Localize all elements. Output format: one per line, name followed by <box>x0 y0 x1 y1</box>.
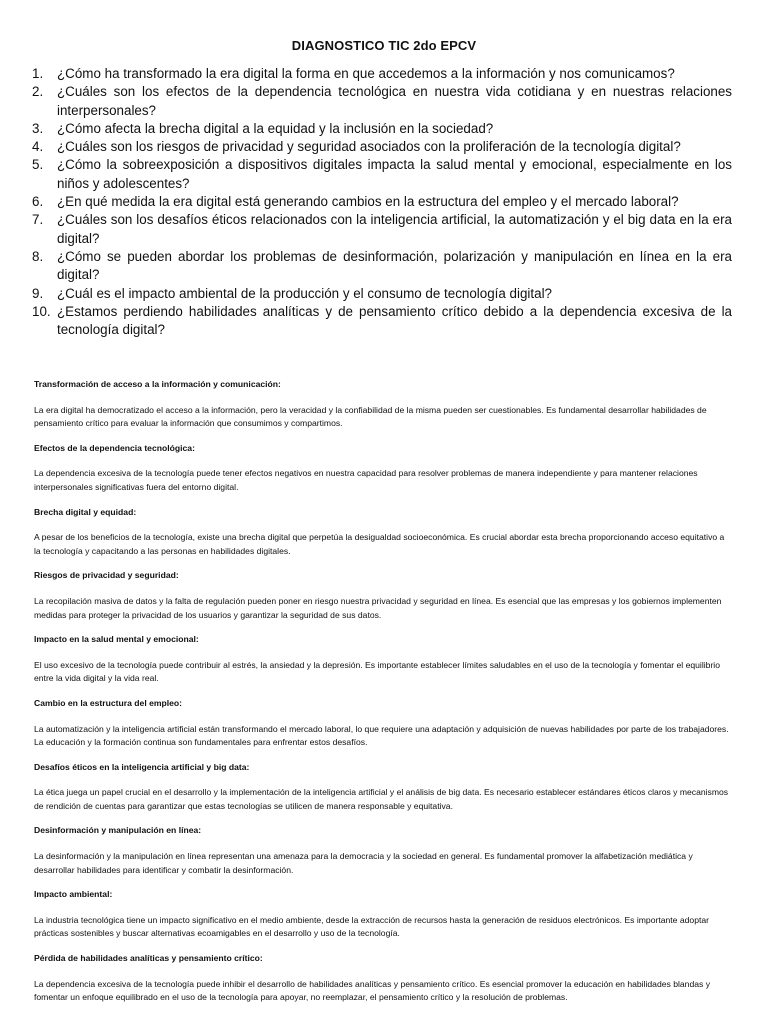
question-text: ¿Cómo la sobreexposición a dispositivos digitales impacta la salud mental y emocional, especialmente en los niños y adolescentes? <box>57 157 732 191</box>
question-text: ¿Cómo ha transformado la era digital la forma en que accedemos a la información y nos comunicamos? <box>57 66 675 81</box>
section-paragraph: La dependencia excesiva de la tecnología puede tener efectos negativos en nuestra capacidad para resolver problemas de manera independiente y para mantener relaciones interpersonales significativas fuera del entorno digital. <box>34 468 698 492</box>
question-text: ¿Estamos perdiendo habilidades analíticas y de pensamiento crítico debido a la dependencia excesiva de la tecnología digital? <box>57 303 732 338</box>
section-paragraph: El uso excesivo de la tecnología puede contribuir al estrés, la ansiedad y la depresión. Es importante establecer límites saludables en el uso de la tecnología y fomentar el equilibrio entre la vida digital y la vida real. <box>34 659 720 684</box>
section-paragraph: La ética juega un papel crucial en el desarrollo y la implementación de la inteligencia artificial y el análisis de big data. Es necesario establecer estándares éticos claros y mecanismos de rendición de cuentas para garantizar que estas tecnologías se utilicen de manera responsable y equitativa. <box>34 787 729 811</box>
question-text: ¿Cuáles son los desafíos éticos relacionados con la inteligencia artificial, la automatización y el big data en la era digital? <box>57 212 732 246</box>
question-item <box>32 120 732 138</box>
section-paragraph: A pesar de los beneficios de la tecnología, existe una brecha digital que perpetúa la desigualdad socioeconómica. Es crucial abordar esta brecha proporcionando acceso equitativo a la tecnología y capacitando a las personas en habilidades digitales. <box>34 532 725 556</box>
question-item <box>32 303 732 340</box>
document-title: DIAGNOSTICO TIC 2do EPCV <box>291 38 477 53</box>
question-number: 8. <box>32 248 44 264</box>
section-paragraph: La automatización y la inteligencia artificial están transformando el mercado laboral, lo que requiere una adaptación y adquisición de nuevas habilidades por parte de los trabajadores. La educación y la formación continua son fundamentales para enfrentar estos desafíos. <box>34 723 729 748</box>
question-number: 4. <box>32 139 44 155</box>
section-paragraph: La recopilación masiva de datos y la falta de regulación pueden poner en riesgo nuestra privacidad y seguridad en línea. Es esencial que las empresas y los gobiernos implementen medidas para proteger la privacidad de los usuarios y garantizar la seguridad de sus datos. <box>34 595 722 620</box>
section-paragraph: La dependencia excesiva de la tecnología puede inhibir el desarrollo de habilidades analíticas y pensamiento crítico. Es esencial promover la educación en habilidades blandas y fomentar un enfoque equilibrado en el uso de la tecnología para apoyar, no reemplazar, el pensamiento crítico y la resolución de problemas. <box>34 978 710 1003</box>
question-text: ¿Cómo se pueden abordar los problemas de desinformación, polarización y manipulación en línea en la era digital? <box>57 248 732 283</box>
section-heading: Transformación de acceso a la información y comunicación: <box>34 379 281 389</box>
question-number: 10. <box>32 303 51 319</box>
answers-section <box>34 378 733 1016</box>
question-item <box>32 211 732 248</box>
section-heading: Desafíos éticos en la inteligencia artificial y big data: <box>34 761 250 772</box>
section-heading: Impacto ambiental: <box>34 889 113 900</box>
question-number: 7. <box>32 212 44 228</box>
question-item <box>32 83 732 120</box>
question-text: ¿Cómo afecta la brecha digital a la equidad y la inclusión en la sociedad? <box>57 120 494 136</box>
section-paragraph: La era digital ha democratizado el acceso a la información, pero la veracidad y la confiabilidad de la misma pueden ser cuestionables. Es fundamental desarrollar habilidades de pensamiento crítico para evaluar la información que consumimos y compartimos. <box>34 404 707 429</box>
question-number: 9. <box>32 285 44 301</box>
question-text: ¿En qué medida la era digital está generando cambios en la estructura del empleo y el mercado laboral? <box>57 194 679 210</box>
question-number: 2. <box>32 84 44 100</box>
question-item <box>32 193 732 211</box>
question-number: 5. <box>32 157 44 173</box>
question-item <box>32 65 732 83</box>
question-text: ¿Cuáles son los riesgos de privacidad y seguridad asociados con la proliferación de la tecnología digital? <box>57 139 681 155</box>
section-heading: Efectos de la dependencia tecnológica: <box>34 442 195 453</box>
section-heading: Riesgos de privacidad y seguridad: <box>34 570 179 581</box>
question-item <box>32 285 732 303</box>
section-heading: Impacto en la salud mental y emocional: <box>34 634 199 645</box>
question-list <box>32 65 732 339</box>
section-heading: Brecha digital y equidad: <box>34 506 137 517</box>
question-text: ¿Cuál es el impacto ambiental de la producción y el consumo de tecnología digital? <box>57 285 552 301</box>
question-number: 1. <box>32 66 44 81</box>
question-item <box>32 138 732 156</box>
section-heading: Cambio en la estructura del empleo: <box>34 697 183 708</box>
section-paragraph: La industria tecnológica tiene un impacto significativo en el medio ambiente, desde la extracción de recursos hasta la generación de residuos electrónicos. Es importante adoptar prácticas sostenibles y buscar alternativas ecoamigables en el desarrollo y uso de la tecnología. <box>34 914 709 939</box>
question-number: 3. <box>32 120 44 136</box>
question-item <box>32 156 732 193</box>
question-item <box>32 248 732 285</box>
section-heading: Desinformación y manipulación en línea: <box>34 825 202 836</box>
question-text: ¿Cuáles son los efectos de la dependencia tecnológica en nuestra vida cotidiana y en nuestras relaciones interpersonales? <box>57 84 732 118</box>
section-paragraph: La desinformación y la manipulación en línea representan una amenaza para la democracia y la sociedad en general. Es fundamental promover la alfabetización mediática y desarrollar habilidades para identificar y combatir la desinformación. <box>34 851 693 875</box>
section-heading: Pérdida de habilidades analíticas y pensamiento crítico: <box>34 953 263 964</box>
question-number: 6. <box>32 194 44 210</box>
